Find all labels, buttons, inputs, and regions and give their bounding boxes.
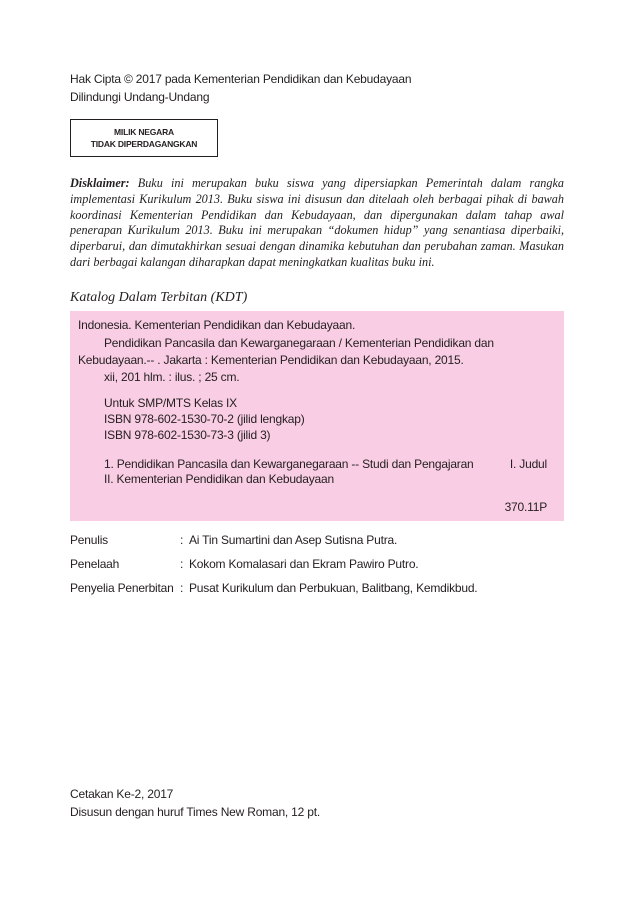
kdt-isbn-complete: ISBN 978-602-1530-70-2 (jilid lengkap) bbox=[104, 412, 305, 426]
protection-line: Dilindungi Undang-Undang bbox=[70, 90, 210, 104]
print-info bbox=[70, 785, 320, 821]
kdt-subject-2: II. Kementerian Pendidikan dan Kebudayaan bbox=[104, 472, 334, 486]
disclaimer-label: Disklaimer: bbox=[70, 176, 130, 190]
kdt-heading: Katalog Dalam Terbitan (KDT) bbox=[70, 290, 248, 305]
credit-colon: : bbox=[180, 581, 184, 595]
disclaimer-text: Buku ini merupakan buku siswa yang dipersiapkan Pemerintah dalam rangka implementasi Kurikulum 2013. Buku siswa ini disusun dan ditelaah oleh berbagai pihak di bawah koordinasi Kementerian Pendidikan dan Kebudayaan, dan dipergunakan dalam tahap awal penerapan Kurikulum 2013. Buku ini merupakan “dokumen hidup” yang senantiasa diperbaiki, diperbarui, dan dimutakhirkan sesuai dengan dinamika kebutuhan dan perubahan zaman. Masukan dari berbagai kalangan diharapkan dapat meningkatkan kualitas buku ini. bbox=[70, 176, 564, 269]
credit-role: Penelaah bbox=[70, 557, 120, 571]
credit-name: Kokom Komalasari dan Ekram Pawiro Putro. bbox=[189, 557, 419, 571]
credit-role: Penyelia Penerbitan bbox=[70, 581, 174, 595]
kdt-author-entry: Indonesia. Kementerian Pendidikan dan Kebudayaan. bbox=[78, 318, 356, 332]
credit-colon: : bbox=[180, 533, 184, 547]
copyright-line: Hak Cipta © 2017 pada Kementerian Pendidikan dan Kebudayaan bbox=[70, 72, 412, 86]
stamp-line-1: MILIK NEGARA bbox=[114, 127, 174, 137]
credit-name: Pusat Kurikulum dan Perbukuan, Balitbang, Kemdikbud. bbox=[189, 581, 478, 595]
kdt-catalog-box bbox=[70, 311, 564, 521]
copyright-notice bbox=[70, 70, 411, 106]
credit-name: Ai Tin Sumartini dan Asep Sutisna Putra. bbox=[189, 533, 398, 547]
disclaimer-paragraph bbox=[70, 176, 564, 271]
kdt-subject-title: I. Judul bbox=[509, 457, 547, 471]
kdt-audience: Untuk SMP/MTS Kelas IX bbox=[104, 396, 237, 410]
edition-line: Cetakan Ke-2, 2017 bbox=[70, 787, 174, 801]
state-property-stamp bbox=[70, 119, 218, 157]
kdt-classification: 370.11P bbox=[504, 500, 547, 514]
kdt-physical-description: xii, 201 hlm. : ilus. ; 25 cm. bbox=[104, 370, 240, 384]
kdt-subject-1: 1. Pendidikan Pancasila dan Kewarganegaraan -- Studi dan Pengajaran bbox=[104, 457, 474, 471]
stamp-line-2: TIDAK DIPERDAGANGKAN bbox=[90, 139, 198, 149]
typeset-line: Disusun dengan huruf Times New Roman, 12 pt. bbox=[70, 805, 321, 819]
credit-colon: : bbox=[180, 557, 184, 571]
kdt-title-line-2: Kebudayaan.-- . Jakarta : Kementerian Pendidikan dan Kebudayaan, 2015. bbox=[78, 353, 464, 367]
kdt-title-line-1: Pendidikan Pancasila dan Kewarganegaraan / Kementerian Pendidikan dan bbox=[104, 336, 494, 350]
kdt-isbn-volume: ISBN 978-602-1530-73-3 (jilid 3) bbox=[104, 428, 271, 442]
credit-role: Penulis bbox=[70, 533, 108, 547]
